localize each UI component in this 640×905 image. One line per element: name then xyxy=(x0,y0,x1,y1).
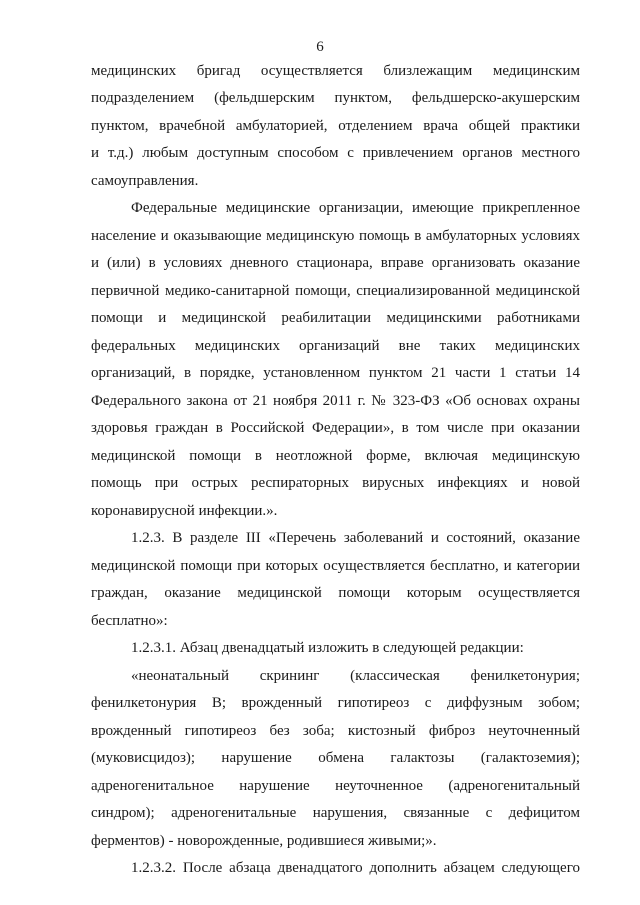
text-line: бесплатно»: xyxy=(91,613,168,629)
text-line: 1.2.3.1. Абзац двенадцатый изложить в следующей редакции: xyxy=(131,640,524,656)
text-line: врожденный гипотиреоз без зоба; кистозный фиброз неуточненный xyxy=(91,723,580,739)
text-line: и (или) в условиях дневного стационара, вправе организовать оказание xyxy=(91,255,580,271)
text-line: медицинских бригад осуществляется близлежащим медицинским xyxy=(91,63,580,79)
text-line: 1.2.3.2. После абзаца двенадцатого дополнить абзацем следующего xyxy=(131,860,580,876)
text-line: помощи и медицинской реабилитации медицинскими работниками xyxy=(91,310,580,326)
text-line: федеральных медицинских организаций вне таких медицинских xyxy=(91,338,580,354)
text-line: граждан, оказание медицинской помощи которым осуществляется xyxy=(91,585,580,601)
text-line: (муковисцидоз); нарушение обмена галактозы (галактоземия); xyxy=(91,750,580,766)
text-line: организаций, в порядке, установленном пунктом 21 части 1 статьи 14 xyxy=(91,365,580,381)
text-line: медицинской помощи в неотложной форме, включая медицинскую xyxy=(91,448,580,464)
text-line: население и оказывающие медицинскую помощь в амбулаторных условиях xyxy=(91,228,580,244)
text-line: пунктом, врачебной амбулаторией, отделением врача общей практики xyxy=(91,118,580,134)
text-line: коронавирусной инфекции.». xyxy=(91,503,278,519)
text-line: Федеральные медицинские организации, имеющие прикрепленное xyxy=(131,200,580,216)
text-line: ферментов) - новорожденные, родившиеся живыми;». xyxy=(91,833,437,849)
text-line: Федерального закона от 21 ноября 2011 г. № 323-ФЗ «Об основах охраны xyxy=(91,393,580,409)
text-line: 1.2.3. В разделе III «Перечень заболеваний и состояний, оказание xyxy=(131,530,580,546)
text-line: синдром); адреногенитальные нарушения, связанные с дефицитом xyxy=(91,805,580,821)
text-line: и т.д.) любым доступным способом с привлечением органов местного xyxy=(91,145,580,161)
text-line: «неонатальный скрининг (классическая фенилкетонурия; xyxy=(131,668,580,684)
page-number: 6 xyxy=(316,39,324,55)
text-line: подразделением (фельдшерским пунктом, фельдшерско-акушерским xyxy=(91,90,580,106)
text-line: помощь при острых респираторных вирусных инфекциях и новой xyxy=(91,475,580,491)
text-line: фенилкетонурия B; врожденный гипотиреоз с диффузным зобом; xyxy=(91,695,580,711)
text-line: самоуправления. xyxy=(91,173,199,189)
text-line: первичной медико-санитарной помощи, специализированной медицинской xyxy=(91,283,580,299)
text-line: адреногенитальное нарушение неуточненное (адреногенитальный xyxy=(91,778,580,794)
text-line: здоровья граждан в Российской Федерации», в том числе при оказании xyxy=(91,420,580,436)
text-line: медицинской помощи при которых осуществляется бесплатно, и категории xyxy=(91,558,580,574)
